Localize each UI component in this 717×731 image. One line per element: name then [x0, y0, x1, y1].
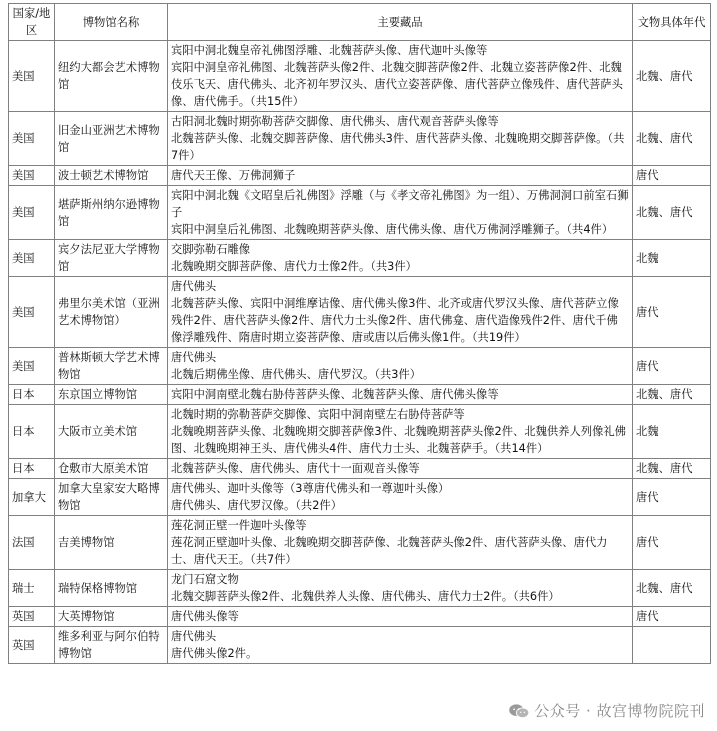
item-line: 唐代佛头像等: [171, 610, 239, 623]
item-line: 宾阳中洞北魏皇帝礼佛图浮雕、北魏菩萨头像、唐代迦叶头像等: [171, 44, 488, 57]
item-line: 北魏时期的弥勒菩萨交脚像、宾阳中洞南壁左右胁侍菩萨等: [171, 408, 465, 421]
museum-name-cell: 维多利亚与阿尔伯特博物馆: [55, 627, 168, 664]
period-cell: 唐代: [633, 479, 711, 516]
items-cell: [168, 570, 633, 607]
country-cell: 法国: [9, 516, 55, 570]
period-cell: 唐代: [633, 277, 711, 348]
country-cell: 日本: [9, 459, 55, 479]
items-cell: [168, 459, 633, 479]
table-row: [9, 240, 711, 277]
museum-name-cell: 堪萨斯州纳尔逊博物馆: [55, 186, 168, 240]
period-cell: 北魏、唐代: [633, 570, 711, 607]
country-cell: 美国: [9, 277, 55, 348]
museum-name-cell: 加拿大皇家安大略博物馆: [55, 479, 168, 516]
museum-name-cell: 东京国立博物馆: [55, 385, 168, 405]
item-line: 古阳洞北魏时期弥勒菩萨交脚像、唐代佛头、唐代观音菩萨头像等: [171, 115, 499, 128]
country-cell: 美国: [9, 348, 55, 385]
table-row: [9, 41, 711, 112]
period-cell: 北魏: [633, 240, 711, 277]
table-row: [9, 166, 711, 186]
table-row: [9, 479, 711, 516]
table-row: [9, 348, 711, 385]
country-cell: 美国: [9, 112, 55, 166]
period-cell: 北魏、唐代: [633, 459, 711, 479]
country-cell: 美国: [9, 166, 55, 186]
items-cell: [168, 240, 633, 277]
museum-name-cell: 普林斯顿大学艺术博物馆: [55, 348, 168, 385]
item-line: 北魏晚期交脚菩萨像、唐代力士像2件。（共3件）: [171, 260, 417, 273]
table-row: [9, 607, 711, 627]
country-cell: 日本: [9, 385, 55, 405]
table-row: [9, 627, 711, 664]
watermark-text: 公众号 · 故宫博物院院刊: [534, 702, 705, 720]
item-line: 交脚弥勒石雕像: [171, 243, 251, 256]
items-cell: [168, 166, 633, 186]
period-cell: 北魏、唐代: [633, 186, 711, 240]
country-cell: 美国: [9, 41, 55, 112]
item-line: 北魏菩萨头像、唐代佛头、唐代十一面观音头像等: [171, 462, 420, 475]
table-row: [9, 186, 711, 240]
items-cell: [168, 348, 633, 385]
items-cell: [168, 41, 633, 112]
period-cell: 唐代: [633, 348, 711, 385]
table-row: [9, 516, 711, 570]
item-line: 北魏菩萨头像、北魏交脚菩萨像、唐代佛头3件、唐代菩萨头像、北魏晚期交脚菩萨像。（共7件）: [171, 132, 625, 162]
header-period: 文物具体年代: [633, 4, 711, 41]
item-line: 北魏后期佛坐像、唐代佛头、唐代罗汉。（共3件）: [171, 368, 422, 381]
items-cell: [168, 405, 633, 459]
item-line: 唐代天王像、万佛洞狮子: [171, 169, 296, 182]
country-cell: 瑞士: [9, 570, 55, 607]
museum-name-cell: 波士顿艺术博物馆: [55, 166, 168, 186]
period-cell: 唐代: [633, 166, 711, 186]
header-items: 主要藏品: [168, 4, 633, 41]
museum-name-cell: 宾夕法尼亚大学博物馆: [55, 240, 168, 277]
item-line: 北魏晚期菩萨头像、北魏晚期交脚菩萨像3件、北魏晚期菩萨头像2件、北魏供养人列像礼佛图、北魏晚期神王头、唐代佛头4件、唐代力士头、北魏菩萨手。（共14件）: [171, 425, 626, 455]
country-cell: 英国: [9, 607, 55, 627]
item-line: 唐代佛头: [171, 280, 217, 293]
table-header-row: [9, 4, 711, 41]
item-line: 宾阳中洞南壁北魏右胁侍菩萨头像、北魏菩萨头像、唐代佛头像等: [171, 388, 499, 401]
item-line: 宾阳中洞皇后礼佛图、北魏晚期菩萨头像、唐代佛头像、唐代万佛洞浮雕狮子。（共4件）: [171, 223, 614, 236]
header-country: 国家/地区: [9, 4, 55, 41]
country-cell: 美国: [9, 240, 55, 277]
table-row: [9, 385, 711, 405]
table-row: [9, 112, 711, 166]
items-cell: [168, 112, 633, 166]
item-line: 宾阳中洞皇帝礼佛图、北魏菩萨头像2件、北魏交脚菩萨像2件、北魏立姿菩萨像2件、北魏伎乐飞天、唐代佛头、北齐初年罗汉头、唐代立姿菩萨像、唐代菩萨立像残件、唐代菩萨头像、唐代佛手。（共15件）: [171, 61, 623, 108]
items-cell: [168, 516, 633, 570]
table-row: [9, 405, 711, 459]
country-cell: 美国: [9, 186, 55, 240]
item-line: 唐代佛头、唐代罗汉像。（共2件）: [171, 499, 342, 512]
museum-name-cell: 大英博物馆: [55, 607, 168, 627]
items-cell: [168, 186, 633, 240]
period-cell: [633, 627, 711, 664]
country-cell: 日本: [9, 405, 55, 459]
wechat-icon: [508, 703, 530, 719]
items-cell: [168, 277, 633, 348]
museum-name-cell: 弗里尔美术馆（亚洲艺术博物馆）: [55, 277, 168, 348]
period-cell: 唐代: [633, 607, 711, 627]
museum-name-cell: 瑞特保格博物馆: [55, 570, 168, 607]
museum-name-cell: 纽约大都会艺术博物馆: [55, 41, 168, 112]
museum-name-cell: 大阪市立美术馆: [55, 405, 168, 459]
item-line: 唐代佛头像2件。: [171, 647, 258, 660]
table-row: [9, 277, 711, 348]
items-cell: [168, 627, 633, 664]
country-cell: 英国: [9, 627, 55, 664]
item-line: 唐代佛头: [171, 351, 217, 364]
period-cell: 北魏: [633, 405, 711, 459]
table-body: [9, 41, 711, 664]
watermark: [508, 700, 705, 721]
item-line: 龙门石窟文物: [171, 573, 239, 586]
museum-name-cell: 吉美博物馆: [55, 516, 168, 570]
country-cell: 加拿大: [9, 479, 55, 516]
items-cell: [168, 479, 633, 516]
item-line: 北魏菩萨头像、宾阳中洞维摩诘像、唐代佛头像3件、北齐或唐代罗汉头像、唐代菩萨立像残件2件、唐代菩萨头像2件、唐代力士头像2件、唐代佛龛、唐代造像残件2件、唐代千佛像浮雕残件、隋唐时期立姿菩萨像、唐或唐以后佛头像1件。（共19件）: [171, 297, 619, 344]
item-line: 莲花洞正壁迦叶头像、北魏晚期交脚菩萨像、北魏菩萨头像2件、唐代菩萨头像、唐代力士、唐代天王。（共7件）: [171, 536, 608, 566]
period-cell: 北魏、唐代: [633, 112, 711, 166]
items-cell: [168, 607, 633, 627]
item-line: 唐代佛头、迦叶头像等（3尊唐代佛头和一尊迦叶头像）: [171, 482, 450, 495]
item-line: 唐代佛头: [171, 630, 217, 643]
item-line: 北魏交脚菩萨头像2件、北魏供养人头像、唐代佛头、唐代力士2件。（共6件）: [171, 590, 560, 603]
items-cell: [168, 385, 633, 405]
item-line: 莲花洞正壁一件迦叶头像等: [171, 519, 307, 532]
table-row: [9, 459, 711, 479]
period-cell: 北魏、唐代: [633, 41, 711, 112]
museum-name-cell: 仓敷市大原美术馆: [55, 459, 168, 479]
period-cell: 北魏、唐代: [633, 385, 711, 405]
table-row: [9, 570, 711, 607]
museum-name-cell: 旧金山亚洲艺术博物馆: [55, 112, 168, 166]
period-cell: 唐代: [633, 516, 711, 570]
header-museum: 博物馆名称: [55, 4, 168, 41]
item-line: 宾阳中洞北魏《文昭皇后礼佛图》浮雕（与《孝文帝礼佛图》为一组）、万佛洞洞口前室石狮子: [171, 189, 629, 219]
museum-table: [8, 3, 711, 664]
